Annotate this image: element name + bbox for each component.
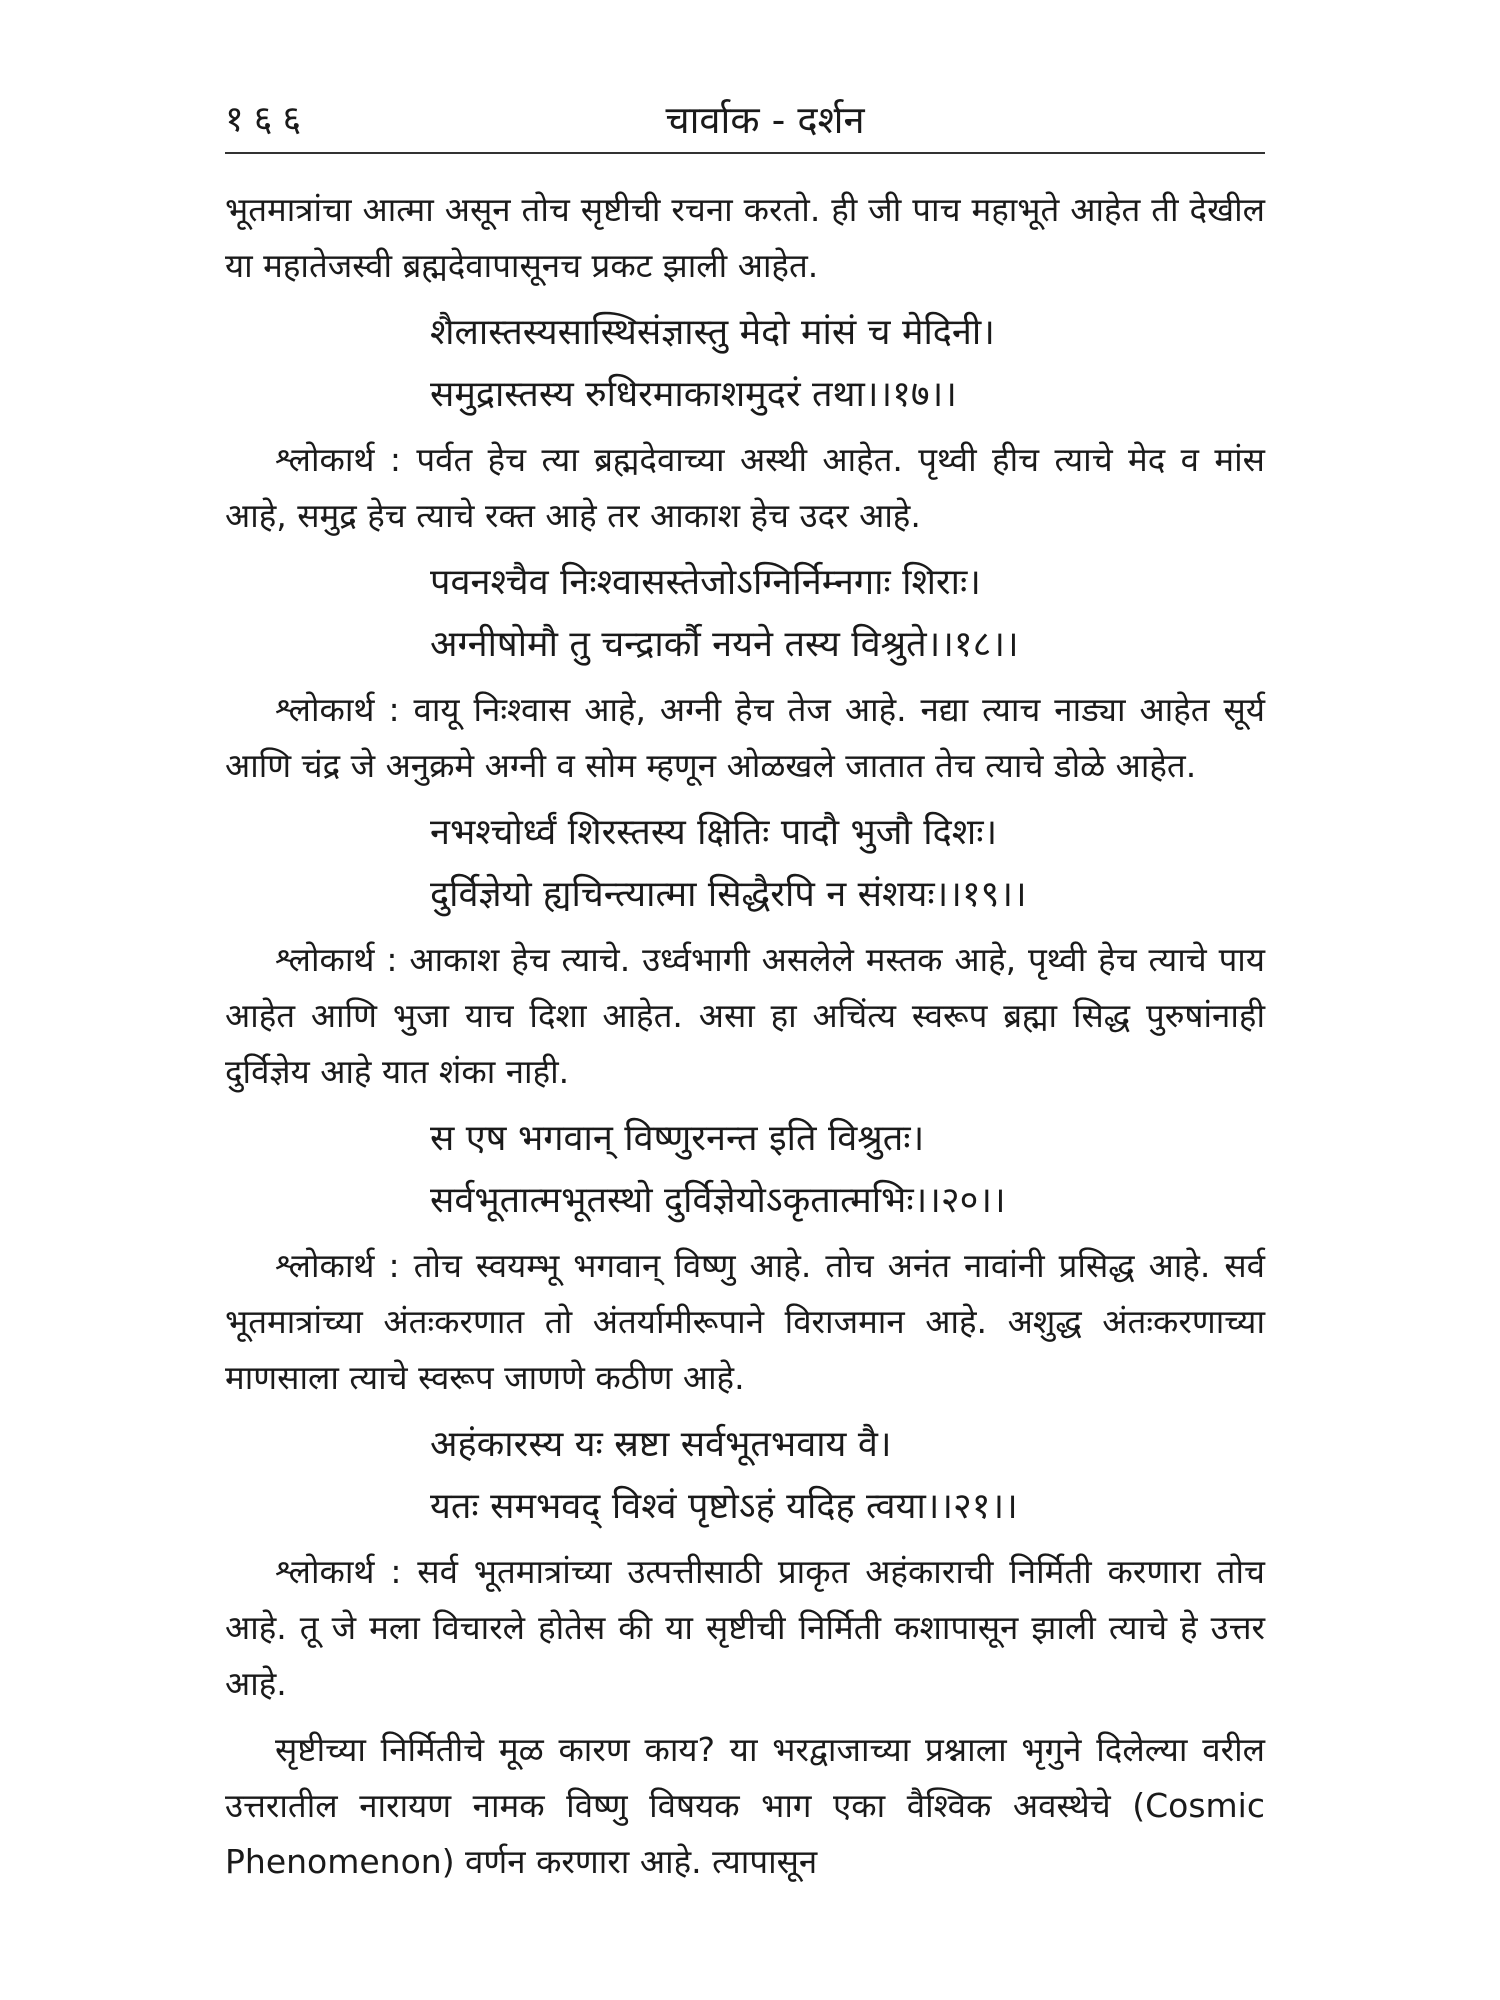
page-content	[225, 182, 1265, 1890]
meaning-21: श्लोकार्थ : सर्व भूतमात्रांच्या उत्पत्तीसाठी प्राकृत अहंकाराची निर्मिती करणारा तोच आहे. तू जे मला विचारले होतेस की या सृष्टीची निर्मिती कशापासून झाली त्याचे हे उत्तर आहे.	[225, 1552, 1265, 1703]
page-number: १६६	[225, 99, 312, 140]
verse-17-line-2: समुद्रास्तस्य रुधिरमाकाशमुदरं तथा।।१७।।	[430, 374, 957, 415]
meaning-17: श्लोकार्थ : पर्वत हेच त्या ब्रह्मदेवाच्या अस्थी आहेत. पृथ्वी हीच त्याचे मेद व मांस आहे, समुद्र हेच त्याचे रक्त आहे तर आकाश हेच उदर आहे.	[225, 440, 1265, 535]
header-rule	[225, 152, 1265, 154]
verse-21-line-1: अहंकारस्य यः स्रष्टा सर्वभूतभवाय वै।	[430, 1424, 892, 1465]
verse-21-line-2: यतः समभवद् विश्वं पृष्टोऽहं यदिह त्वया।।२१।।	[430, 1486, 1018, 1527]
meaning-18: श्लोकार्थ : वायू निःश्वास आहे, अग्नी हेच तेज आहे. नद्या त्याच नाड्या आहेत सूर्य आणि चंद्र जे अनुक्रमे अग्नी व सोम म्हणून ओळखले जातात तेच त्याचे डोळे आहेत.	[225, 690, 1265, 785]
verse-20-line-1: स एष भगवान् विष्णुरनन्त इति विश्रुतः।	[430, 1118, 925, 1159]
meaning-19: श्लोकार्थ : आकाश हेच त्याचे. उर्ध्वभागी असलेले मस्तक आहे, पृथ्वी हेच त्याचे पाय आहेत आणि भुजा याच दिशा आहेत. असा हा अचिंत्य स्वरूप ब्रह्मा सिद्ध पुरुषांनाही दुर्विज्ञेय आहे यात शंका नाही.	[225, 940, 1265, 1091]
verse-19-line-1: नभश्चोर्ध्वं शिरस्तस्य क्षितिः पादौ भुजौ दिशः।	[430, 812, 998, 853]
page-header	[225, 90, 1265, 150]
meaning-20: श्लोकार्थ : तोच स्वयम्भू भगवान् विष्णु आहे. तोच अनंत नावांनी प्रसिद्ध आहे. सर्व भूतमात्रांच्या अंतःकरणात तो अंतर्यामीरूपाने विराजमान आहे. अशुद्ध अंतःकरणाच्या माणसाला त्याचे स्वरूप जाणणे कठीण आहे.	[225, 1246, 1265, 1397]
verse-20-line-2: सर्वभूतात्मभूतस्थो दुर्विज्ञेयोऽकृतात्मभिः।।२०।।	[430, 1180, 1006, 1221]
verse-19-line-2: दुर्विज्ञेयो ह्यचिन्त्यात्मा सिद्धैरपि न संशयः।।१९।।	[430, 874, 1027, 915]
verse-17-line-1: शैलास्तस्यसास्थिसंज्ञास्तु मेदो मांसं च मेदिनी।	[430, 312, 995, 353]
paragraph-closing: सृष्टीच्या निर्मितीचे मूळ कारण काय? या भरद्वाजाच्या प्रश्नाला भृगुने दिलेल्या वरील उत्तरातील नारायण नामक विष्णु विषयक भाग एका वैश्विक अवस्थेचे (Cosmic Phenomenon) वर्णन करणारा आहे. त्यापासून	[225, 1730, 1265, 1881]
running-title: चार्वाक - दर्शन	[665, 98, 865, 142]
verse-18-line-2: अग्नीषोमौ तु चन्द्रार्कौ नयने तस्य विश्रुते।।१८।।	[430, 624, 1019, 665]
verse-18-line-1: पवनश्चैव निःश्वासस्तेजोऽग्निर्निम्नगाः शिराः।	[430, 562, 981, 603]
paragraph-intro: भूतमात्रांचा आत्मा असून तोच सृष्टीची रचना करतो. ही जी पाच महाभूते आहेत ती देखील या महातेजस्वी ब्रह्मदेवापासूनच प्रकट झाली आहेत.	[225, 190, 1265, 285]
